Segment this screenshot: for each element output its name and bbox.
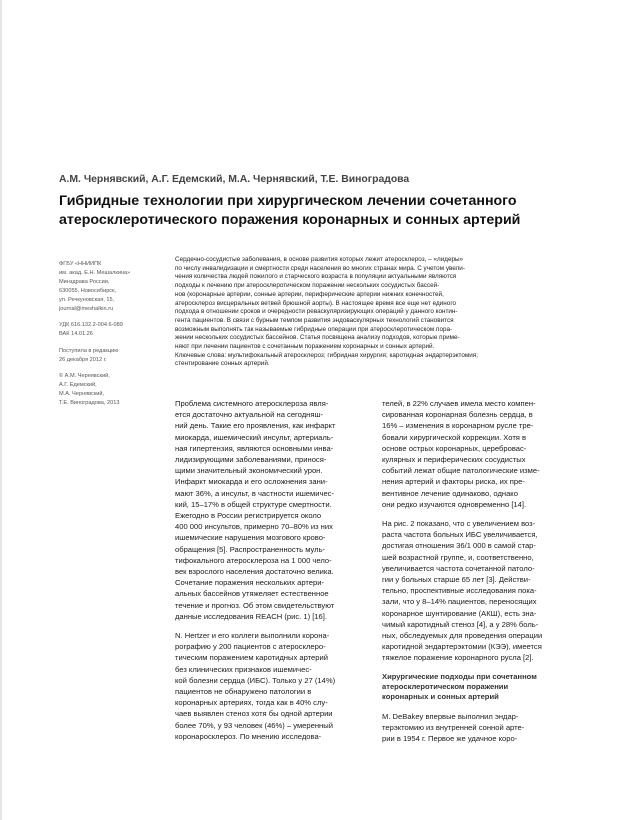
- text-line: чимый каротидный стеноз [4], а у 28% боль-: [382, 619, 539, 629]
- text-line: тельно, проспективные исследования пока-: [382, 586, 537, 596]
- affiliation-email: journal@meshalkin.ru: [59, 305, 114, 312]
- text-line: кулярных и периферических сосудистых: [382, 455, 526, 465]
- text-line: кой болезни сердца (ИБС). Только у 27 (14%): [175, 675, 336, 685]
- text-line: Проблема системного атеросклероза явля-: [175, 399, 329, 408]
- text-line: гии у больных старше 65 лет [3]. Действи-: [382, 575, 531, 585]
- vak-code: ВАК 14.01.26: [59, 330, 93, 337]
- text-line: тифокального атеросклероза на 1 000 чело-: [175, 555, 332, 565]
- text-line: нения артерий и факторы риска, их пре-: [382, 477, 525, 487]
- copyright-line: М.А. Чернявский,: [59, 390, 105, 397]
- abstract-line: подходы к лечению при атеросклеротическом поражении нескольких сосудистых бассей-: [175, 282, 440, 290]
- abstract-line: гента пациентов. В связи с бурным темпом развития эндоваскулярных технологий становится: [175, 316, 454, 324]
- abstract-line: атеросклероз висцеральных ветвей брюшной аорты). В настоящее время все еще нет единого: [175, 299, 457, 307]
- text-line: ний день. Такие его проявления, как инфаркт: [175, 421, 336, 431]
- received-date: [59, 347, 171, 365]
- abstract-line: возможным выполнять так называемые гибридные операции при атеросклеротическом пора-: [175, 325, 453, 333]
- text-line: тяжелое поражение коронарного русла [2].: [382, 653, 534, 663]
- text-line: терэктомию из внутренней сонной арте-: [382, 723, 525, 733]
- text-line: 400 000 инсультов, примерно 70–80% из них: [175, 522, 333, 532]
- abstract-line: нов (коронарные артерии, сонные артерии, периферические артерии нижних конечностей,: [175, 290, 444, 298]
- title-line: Гибридные технологии при хирургическом лечении сочетанного: [59, 193, 517, 209]
- section-heading: [382, 672, 600, 703]
- affiliation-line: Минздрава России,: [59, 278, 110, 285]
- body-column-left: [175, 398, 393, 750]
- abstract-line: чения количества людей пожилого и старческого возраста в популяции актуальными являются: [175, 273, 457, 281]
- text-line: ишемические нарушения мозгового крово-: [175, 533, 326, 543]
- authors: А.М. Чернявский, А.Г. Едемский, М.А. Чернявский, Т.Е. Виноградова: [59, 174, 410, 185]
- abstract-line: жении нескольких сосудистых бассейнов. Статья посвящена анализу подходов, которые приме-: [175, 334, 460, 342]
- abstract-line: Сердечно-сосудистые заболевания, в основе развития которых лежит атеросклероз, – «лидеры»: [175, 256, 464, 263]
- text-line: 16% – изменения в коронарном русле тре-: [382, 421, 534, 431]
- affiliation: [59, 260, 171, 313]
- text-line: На рис. 2 показано, что с увеличением воз-: [382, 519, 536, 529]
- text-line: ных, обследуемых для проведения операции: [382, 631, 543, 641]
- text-line: основе острых коронарных, церебровас-: [382, 443, 527, 453]
- text-line: ется достаточно актуальной на сегодняш-: [175, 410, 324, 420]
- text-line: коронаросклероз. По мнению исследова-: [175, 731, 322, 741]
- text-line: зали, что у 8–14% пациентов, переносящих: [382, 597, 537, 607]
- copyright-line: © А.М. Чернявский,: [59, 373, 110, 379]
- text-line: коронарных артериях, тогда как в 40% слу-: [175, 698, 328, 708]
- affiliation-line: им. акад. Е.Н. Мешалкина»: [59, 269, 131, 276]
- text-line: данные исследования REACH (рис. 1) [16].: [175, 611, 327, 621]
- text-line: каротидной эндартерэктомии (КЭЭ), имеется: [382, 642, 542, 652]
- text-line: М. DeBakey впервые выполнил эндар-: [382, 711, 519, 721]
- text-line: ная гипертензия, являются основными инва-: [175, 443, 334, 453]
- abstract-line: няют при лечении пациентов с сочетанным поражением коронарных и сонных артерий.: [175, 343, 435, 351]
- keywords-line: Ключевые слова: мультифокальный атеросклероз; гибридная хирургия; каротидная эндартерэктомия;: [175, 351, 479, 359]
- text-line: Сочетание поражения нескольких артери-: [175, 578, 325, 588]
- text-line: более 70%, у 93 человек (46%) – умеренный: [175, 720, 333, 730]
- text-line: рии в 1954 г. Первое же удачное коро-: [382, 734, 518, 744]
- title-line: атеросклеротического поражения коронарных и сонных артерий: [59, 212, 521, 228]
- text-line: коронарное шунтирование (АКШ), есть зна-: [382, 608, 537, 618]
- affiliation-line: ул. Речкуновская, 15,: [59, 296, 115, 303]
- text-line: лидизирующими заболеваниями, принося-: [175, 455, 327, 465]
- text-line: телей, в 22% случаев имела место компен-: [382, 399, 536, 408]
- received-line: Поступила в редакцию: [59, 348, 119, 354]
- text-line: Ежегодно в России регистрируется около: [175, 511, 322, 521]
- text-line: N. Hertzer и его коллеги выполнили корона-: [175, 631, 330, 641]
- section-heading-line: коронарных и сонных артерий: [382, 692, 499, 702]
- paragraph: [175, 398, 393, 622]
- text-line: событий лежат общие патологические изме-: [382, 466, 540, 476]
- text-line: без клинических признаков ишемичес-: [175, 664, 312, 674]
- text-line: достигая отношения 36/1 000 в самой стар-: [382, 541, 536, 551]
- received-line: 26 декабря 2012 г.: [59, 356, 107, 363]
- abstract-line: по числу инвалидизации и смертности среди населения во многих странах мира. С учетом увели-: [175, 264, 465, 272]
- text-line: обращения [5]. Распространенность муль-: [175, 544, 326, 554]
- paragraph: [382, 711, 600, 745]
- abstract: [175, 256, 590, 369]
- text-line: сированная коронарная болезнь сердца, в: [382, 410, 533, 420]
- body-column-right: [382, 398, 600, 753]
- paragraph: [175, 630, 393, 742]
- text-line: Инфаркт миокарда и его осложнения зани-: [175, 477, 328, 487]
- text-line: щими значительный экономический урон.: [175, 466, 323, 476]
- text-line: мают 36%, а инсульт, в частности ишемичес-: [175, 488, 334, 498]
- text-line: вентивное лечение одинаково, однако: [382, 488, 518, 498]
- paragraph: [382, 398, 600, 510]
- affiliation-line: 630055, Новосибирск,: [59, 287, 117, 294]
- section-heading-line: атеросклеротическом поражении: [382, 682, 509, 692]
- text-line: они редко изучаются одновременно [14].: [382, 499, 527, 509]
- text-line: течение и прогноз. Об этом свидетельствуют: [175, 600, 335, 610]
- paragraph: [382, 518, 600, 664]
- text-line: пациентов не обнаружено патологии в: [175, 687, 312, 697]
- page-edge: [0, 0, 2, 820]
- text-line: век взрослого населения достаточно велика.: [175, 567, 334, 577]
- text-line: чаев выявлен стеноз хотя бы одной артерии: [175, 709, 333, 719]
- classification-codes: [59, 321, 171, 339]
- udk-code: УДК 616.132.2-004.6-089: [59, 322, 123, 328]
- text-line: шей возрастной группе, и, соответственно,: [382, 552, 534, 562]
- text-line: кий, 15–17% в общей структуре смертности.: [175, 499, 332, 509]
- text-line: рографию у 200 пациентов с атеросклеро-: [175, 642, 326, 652]
- text-line: раста частота больных ИБС увеличивается,: [382, 530, 538, 540]
- abstract-line: подхода в отношении сроков и очередности реваскуляризирующих операций у данного контин-: [175, 308, 458, 316]
- copyright-line: Т.Е. Виноградова, 2013: [59, 399, 120, 406]
- copyright-line: А.Г. Едемский,: [59, 381, 97, 388]
- text-line: миокарда, ишемический инсульт, артериаль-: [175, 432, 334, 442]
- keywords-line: стентирование сонных артерий.: [175, 360, 270, 368]
- affiliation-line: ФГБУ «ННИИПК: [59, 261, 102, 267]
- text-line: тическим поражением каротидных артерий: [175, 653, 328, 663]
- text-line: альных бассейнов утяжеляет естественное: [175, 589, 329, 599]
- text-line: бовали хирургической коррекции. Хотя в: [382, 432, 527, 442]
- section-heading-line: Хирургические подходы при сочетанном: [382, 671, 537, 681]
- copyright: [59, 372, 171, 408]
- text-line: увеличивается частота сочетанной патоло-: [382, 563, 535, 573]
- article-title: [59, 192, 599, 230]
